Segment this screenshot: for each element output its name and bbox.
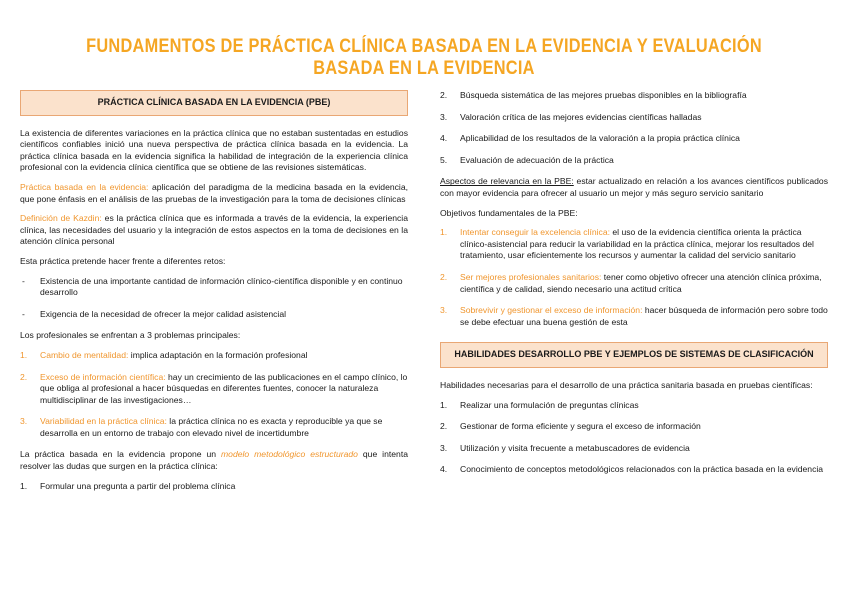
retos-list [20,276,408,321]
model-steps-list [20,481,408,493]
problem-text: hay un crecimiento de las publicaciones en el campo clínico, lo que obliga al profesional a hacer búsquedas en diferentes fuentes, conocer la naturaleza multidisciplinar de las investigaciones… [40,371,408,405]
list-number: 1. [440,399,448,410]
problem-label: Cambio de mentalidad: [40,349,129,360]
definition-kazdin-label: Definición de Kazdin: [20,213,102,224]
aspects-label: Aspectos de relevancia en la PBE: [440,176,574,187]
retos-intro: Esta práctica pretende hacer frente a diferentes retos: [20,255,226,266]
list-item: - Exigencia de la necesidad de ofrecer la mejor calidad asistencial [20,309,408,321]
list-number: 3. [440,305,448,316]
model-post: que intenta resolver las dudas que surgen en la práctica clínica: [20,449,408,472]
objectives-list [440,227,828,328]
problems-list [20,350,408,440]
page-title: FUNDAMENTOS DE PRÁCTICA CLÍNICA BASADA EN LA EVIDENCIA Y EVALUACIÓN BASADA EN LA EVIDENCIA [86,36,762,79]
problem-label: Variabilidad en la práctica clínica: [40,416,167,427]
list-number: 2. [440,90,448,100]
skills-list [440,400,828,476]
definition-pbe [20,182,408,205]
list-item [440,421,828,433]
problem-text: la práctica clínica no es exacta y reproducible ya que se desarrolla en un entorno de trabajo con elevado nivel de incertidumbre [40,416,383,438]
list-item [440,133,828,145]
list-item [440,305,828,328]
section-header-habilidades: HABILIDADES DESARROLLO PBE Y EJEMPLOS DE SISTEMAS DE CLASIFICACIÓN [440,342,828,368]
list-item [20,481,408,493]
list-number: 1. [20,349,28,360]
list-item [20,416,408,439]
skill-text: Conocimiento de conceptos metodológicos relacionados con la práctica basada en la evidencia [460,464,824,475]
list-number: 1. [20,480,28,491]
problems-intro: Los profesionales se enfrentan a 3 problemas principales: [20,330,241,341]
step-text: Valoración crítica de las mejores evidencias científicas halladas [460,111,702,122]
model-paragraph [20,449,408,472]
objective-label: Sobrevivir y gestionar el exceso de información: [460,305,643,316]
list-number: 3. [20,416,28,427]
list-number: 2. [440,421,448,432]
intro-paragraph: La existencia de diferentes variaciones en la práctica clínica que no estaban sustentadas en estudios científicos confiables inició una nueva perspectiva de práctica clínica basada en la evidencia. La práctica clínica basada en la evidencia significa la habilidad de integración de la experiencia clínica profesional con la evidencia clínica científica que se obtiene de las revisiones sistemáticas. [20,127,408,173]
list-item [440,400,828,412]
skills-intro: Habilidades necesarias para el desarrollo de una práctica sanitaria basada en pruebas científicas: [440,379,813,390]
list-item: - Existencia de una importante cantidad de información clínico-científica disponible y en continuo desarrollo [20,276,408,299]
definition-pbe-label: Práctica basada en la evidencia: [20,181,149,192]
list-number: 5. [440,154,448,165]
list-number: 1. [440,227,448,238]
list-number: 4. [440,464,448,475]
skill-text: Realizar una formulación de preguntas clínicas [460,399,639,410]
model-steps-continued [440,90,828,166]
list-item [20,350,408,362]
right-column [440,90,828,486]
list-item [440,272,828,295]
objective-label: Ser mejores profesionales sanitarios: [460,271,602,282]
step-text: Búsqueda sistemática de las mejores pruebas disponibles en la bibliografía [460,90,747,100]
list-number: 4. [440,133,448,144]
objectives-intro: Objetivos fundamentales de la PBE: [440,207,578,218]
skill-text: Gestionar de forma eficiente y segura el exceso de información [460,421,701,432]
list-item [440,155,828,167]
list-item [440,443,828,455]
skill-text: Utilización y visita frecuente a metabuscadores de evidencia [460,442,690,453]
list-item [440,464,828,476]
objective-label: Intentar conseguir la excelencia clínica: [460,227,610,238]
list-item [20,372,408,407]
list-number: 2. [20,371,28,382]
model-italic: modelo metodológico estructurado [221,449,358,460]
objective-text: el uso de la evidencia científica orienta la práctica clínico-asistencial para reducir la variabilidad en la práctica clínica, mejorar los resultados del tratamiento, usar eficientemente los recursos y aumentar la calidad del servicio sanitario [460,227,814,261]
definition-kazdin-text: es la práctica clínica que es informada a través de la evidencia, la experiencia clínica, las necesidades del usuario y la integración de estos aspectos en la toma de decisiones en la atención clínica personal [20,213,408,247]
left-column [20,90,408,502]
problem-label: Exceso de información científica: [40,371,166,382]
list-number: 3. [440,442,448,453]
list-item [440,112,828,124]
definition-kazdin [20,213,408,248]
aspects-paragraph [440,176,828,199]
definition-pbe-text: aplicación del paradigma de la medicina basada en la evidencia, que pone énfasis en el análisis de las pruebas de la investigación para la toma de decisiones clínicas [20,181,409,204]
list-number: 2. [440,271,448,282]
problem-text: implica adaptación en la formación profesional [128,349,308,360]
objective-text: tener como objetivo ofrecer una atención clínica próxima, científica y de calidad, siendo necesario una actitud crítica [460,271,822,294]
step-text: Formular una pregunta a partir del problema clínica [40,480,236,491]
section-header-pbe: PRÁCTICA CLÍNICA BASADA EN LA EVIDENCIA (PBE) [20,90,408,116]
list-number: 3. [440,111,448,122]
list-item [440,227,828,262]
step-text: Aplicabilidad de los resultados de la valoración a la propia práctica clínica [460,133,740,144]
model-pre: La práctica basada en la evidencia propone un [20,449,222,460]
step-text: Evaluación de adecuación de la práctica [460,154,614,165]
objective-text: hacer búsqueda de información pero sobre todo se debe efectuar una buena gestión de esta [460,305,828,327]
list-item [440,90,828,102]
aspects-text: estar actualizado en relación a los avances científicos publicados con mayor evidencia para ofrecer al usuario un mejor y más seguro servicio sanitario [440,176,828,198]
